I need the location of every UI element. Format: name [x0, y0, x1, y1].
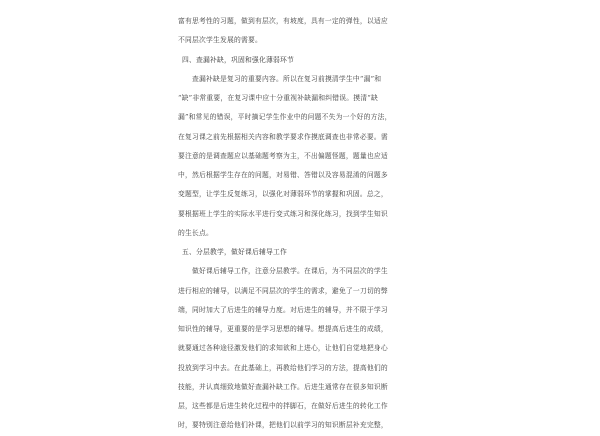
text-line: 进行相应的辅导，以满足不同层次的学生的需求，避免了一刀切的弊	[178, 286, 388, 295]
text-line: 要注意的是调查题应以基础题考察为主，不出偏题怪题，题量也应适	[178, 151, 388, 160]
text-line: 中，然后根据学生存在的问题，对易错、答错以及容易混淆的问题多	[178, 171, 388, 179]
text-line: 层，这些都是后进生转化过程中的拌脚石，在做好后进生的转化工作	[178, 402, 388, 410]
text-line: 端，同时加大了后进生的辅导力度。对后进生的辅导，并不限于学习	[178, 305, 388, 314]
text-line: “缺”非常重要，在复习课中应十分重视补缺漏和纠错误。摸清“缺	[178, 94, 378, 102]
section-heading: 四、查漏补缺，巩固和强化薄弱环节	[182, 55, 294, 64]
text-line: 就要通过各种途径激发他们的求知欲和上进心，让他们自觉地把身心	[178, 344, 388, 353]
text-line: 在复习课之前先根据相关内容和教学要求作摸底调查也非常必要。需	[178, 132, 388, 141]
text-line: 富有思考性的习题，做到有层次，有坡度，具有一定的弹性，以适应	[178, 17, 388, 25]
text-line: 的生长点。	[178, 228, 213, 237]
text-line: 漏”和常见的错误，平时摘记学生作业中的问题不失为一个好的方法，	[178, 113, 392, 122]
paragraph-first-line: 查漏补缺是复习的重要内容。所以在复习前摸清学生中“漏”和	[192, 74, 382, 83]
text-line: 不同层次学生发展的需要。	[178, 36, 262, 45]
text-line: 技能，并认真细致地做好查漏补缺工作。后进生通常存在很多知识断	[178, 382, 388, 391]
text-line: 时，要特别注意给他们补课，把他们以前学习的知识断层补充完整，	[178, 421, 388, 430]
text-line: 知识性的辅导，更重要的是学习思想的辅导。想提高后进生的成绩，	[178, 325, 388, 333]
text-line: 变题型，让学生反复练习，以强化对薄弱环节的掌握和巩固。总之，	[178, 190, 388, 199]
text-line: 要根据班上学生的实际水平进行变式练习和深化练习，找到学生知识	[178, 209, 388, 218]
document-text	[178, 12, 414, 436]
paragraph-first-line: 做好课后辅导工作，注意分层教学。在课后，为不同层次的学生	[192, 267, 388, 276]
text-line: 投放到学习中去。在此基础上，再教给他们学习的方法，提高他们的	[178, 363, 388, 372]
section-heading: 五、分层教学，做好课后辅导工作	[182, 248, 287, 256]
